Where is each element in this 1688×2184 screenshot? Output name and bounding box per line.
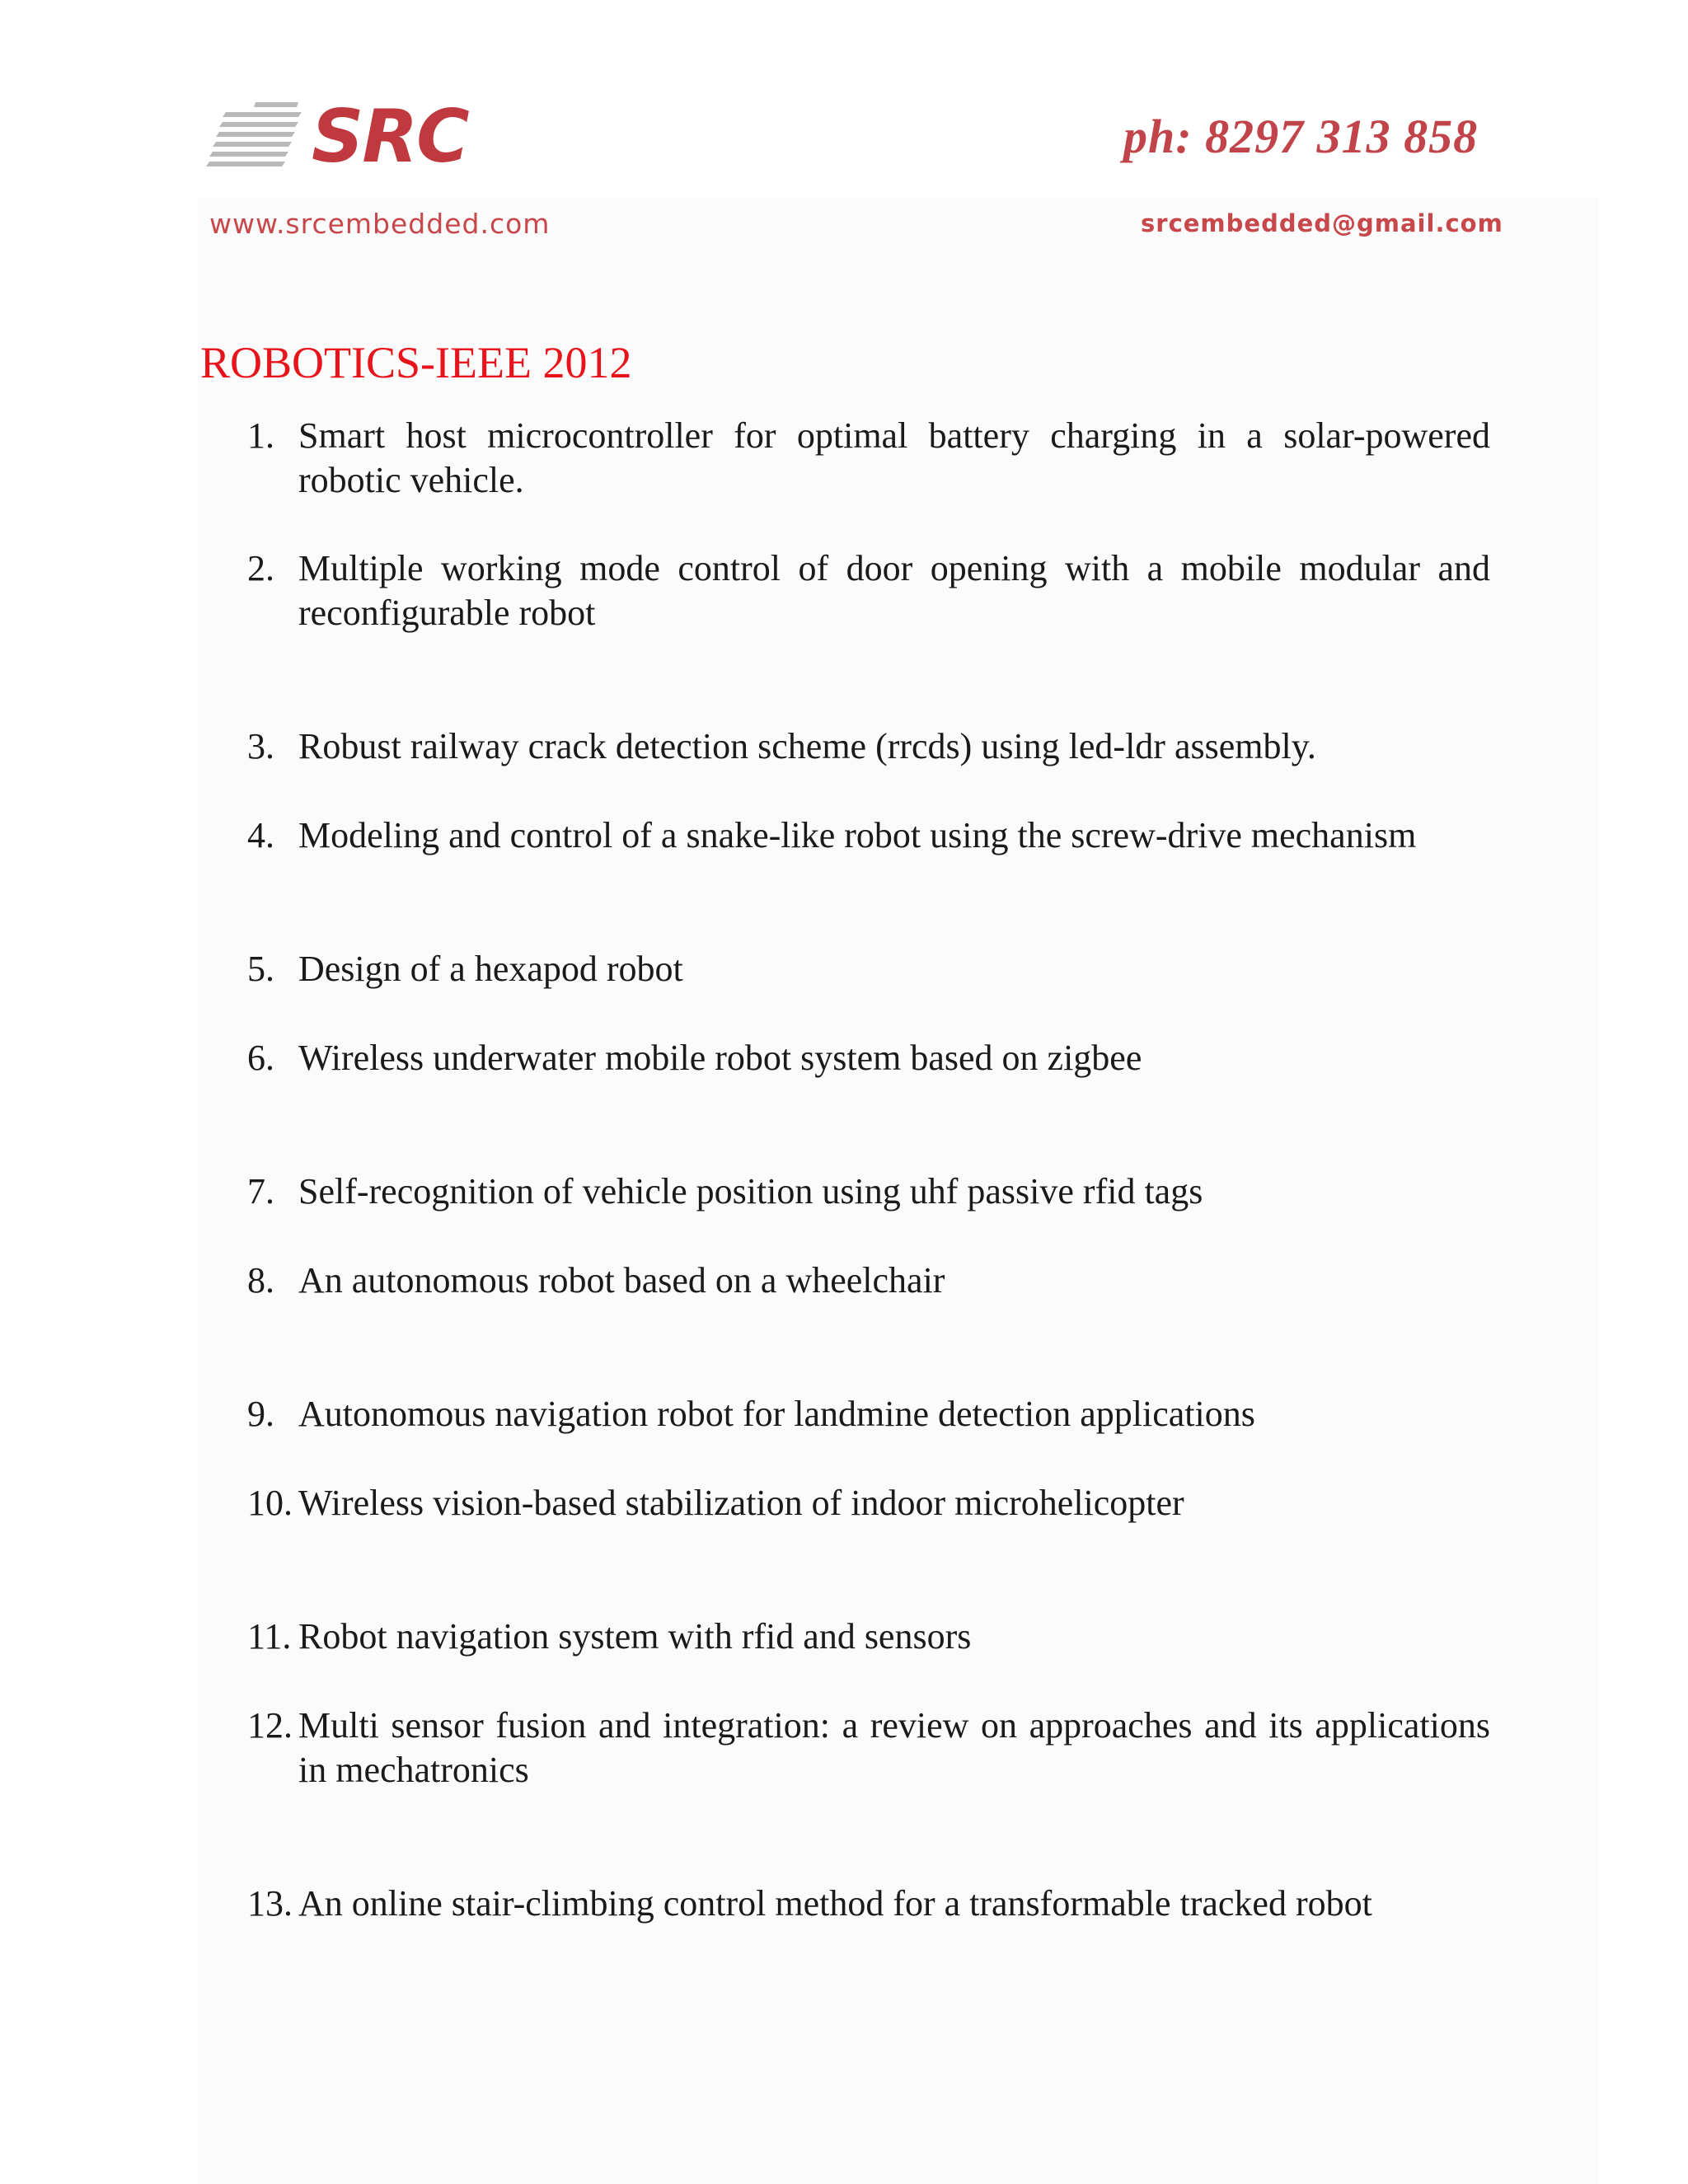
item-number: 9. (247, 1394, 274, 1434)
item-number: 1. (247, 415, 274, 456)
list-item (247, 1169, 1490, 1214)
item-text: Wireless underwater mobile robot system based on zigbee (298, 1038, 1142, 1078)
item-text: Design of a hexapod robot (298, 949, 683, 989)
list-item (247, 1392, 1490, 1436)
item-number: 13. (247, 1883, 293, 1924)
item-text: Robust railway crack detection scheme (rrcds) using led-ldr assembly. (298, 726, 1316, 766)
list-item (247, 1258, 1490, 1303)
list-item (247, 813, 1490, 858)
item-text: Modeling and control of a snake-like robot using the screw-drive mechanism (298, 815, 1417, 855)
item-number: 11. (247, 1616, 292, 1657)
item-number: 5. (247, 949, 274, 989)
item-number: 10. (247, 1483, 293, 1523)
list-item (247, 1036, 1490, 1080)
item-text: Robot navigation system with rfid and sensors (298, 1616, 972, 1657)
document-title: ROBOTICS-IEEE 2012 (200, 338, 632, 387)
item-number: 4. (247, 815, 274, 855)
item-number: 3. (247, 726, 274, 766)
list-item (247, 1704, 1490, 1793)
list-item (247, 1882, 1490, 1926)
item-number: 6. (247, 1038, 274, 1078)
item-number: 8. (247, 1260, 274, 1301)
list-item (247, 546, 1490, 635)
email-link[interactable]: srcembedded@gmail.com (1141, 209, 1503, 237)
list-item (247, 947, 1490, 991)
list-item (247, 1481, 1490, 1526)
item-number: 7. (247, 1171, 274, 1212)
logo-text: SRC (312, 94, 468, 179)
item-number: 2. (247, 548, 274, 588)
website-link[interactable]: www.srcembedded.com (209, 208, 551, 240)
item-text: Wireless vision-based stabilization of indoor microhelicopter (298, 1483, 1184, 1523)
item-text: Autonomous navigation robot for landmine detection applications (298, 1394, 1255, 1434)
item-text: An autonomous robot based on a wheelchair (298, 1260, 945, 1301)
item-text: Multiple working mode control of door opening with a mobile modular and reconfigurable robot (298, 548, 1490, 633)
list-item (247, 724, 1490, 769)
list-item (247, 414, 1490, 503)
item-text: Smart host microcontroller for optimal battery charging in a solar-powered robotic vehicle. (298, 415, 1490, 500)
list-item (247, 1615, 1490, 1659)
src-logo (206, 94, 470, 180)
phone-number: ph: 8297 313 858 (1123, 110, 1479, 163)
item-text: Multi sensor fusion and integration: a review on approaches and its applications in mechatronics (298, 1705, 1490, 1790)
item-text: Self-recognition of vehicle position using uhf passive rfid tags (298, 1171, 1203, 1212)
item-text: An online stair-climbing control method for a transformable tracked robot (298, 1883, 1372, 1924)
item-number: 12. (247, 1705, 293, 1746)
